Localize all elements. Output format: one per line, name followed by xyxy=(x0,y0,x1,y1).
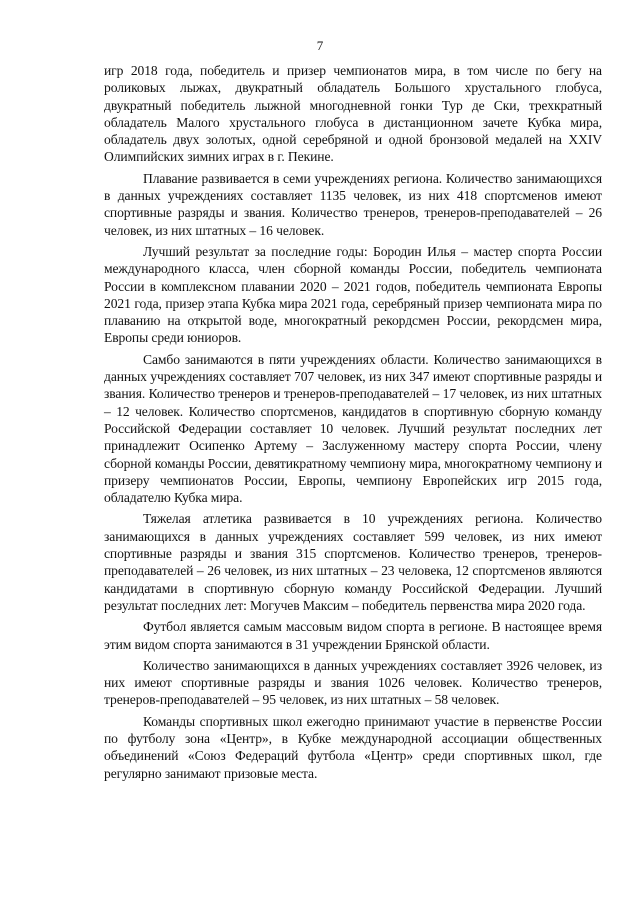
page-number: 7 xyxy=(316,38,324,53)
paragraph-sambo: Самбо занимаются в пяти учреждениях области. Количество занимающихся в данных учреждениях составляет 707 человек, из них 347 имеют спортивные разряды и звания. Количество тренеров и тренеров-преподавателей – 17 человек, из них штатных – 12 человек. Количество спортсменов, кандидатов в спортивную сборную команду Российской Федерации составляет 10 человек. Лучший результат последних лет принадлежит Осипенко Артему – Заслуженному мастеру спорта России, члену сборной команды России, девятикратному чемпиону мира, многократному чемпиону и призеру чемпионатов России, Европы, чемпиону Европейских игр 2015 года, обладателю Кубка мира. xyxy=(104,351,602,506)
paragraph-weightlifting: Тяжелая атлетика развивается в 10 учреждениях региона. Количество занимающихся в данных учреждениях составляет 599 человек, из них имеют спортивные разряды и звания 315 спортсменов. Количество тренеров, тренеров-преподавателей – 26 человек, из них штатных – 23 человека, 12 спортсменов являются кандидатами в спортивную сборную команду Российской Федерации. Лучший результат последних лет: Могучев Максим – победитель первенства мира 2020 года. xyxy=(104,511,602,613)
paragraph-football-stats: Количество занимающихся в данных учреждениях составляет 3926 человек, из них имеют спортивные разряды и звания 1026 человек. Количество тренеров, тренеров-преподавателей – 95 человек, из них штатных – 58 человек. xyxy=(104,657,602,708)
paragraph-swimming: Плавание развивается в семи учреждениях региона. Количество занимающихся в данных учреждениях составляет 1135 человек, из них 418 спортсменов имеют спортивные разряды и звания. Количество тренеров, тренеров-преподавателей – 26 человек, из них штатных – 16 человек. xyxy=(104,170,602,238)
paragraph-football-teams: Команды спортивных школ ежегодно принимают участие в первенстве России по футболу зона «Центр», в Кубке международной ассоциации общественных объединений «Союз Федераций футбола «Центр» среди спортивных школ, где регулярно занимают призовые места. xyxy=(104,713,602,781)
document-body xyxy=(104,62,602,786)
paragraph-skiing-continued: игр 2018 года, победитель и призер чемпионатов мира, в том числе по бегу на роликовых лыжах, двукратный обладатель Большого хрустального глобуса, двукратный победитель лыжной многодневной гонки Тур де Ски, трехкратный обладатель Малого хрустального глобуса в дистанционном зачете Кубка мира, обладатель двух золотых, одной серебряной и одной бронзовой медалей на XXIV Олимпийских зимних играх в г. Пекине. xyxy=(104,63,602,165)
paragraph-football: Футбол является самым массовым видом спорта в регионе. В настоящее время этим видом спорта занимаются в 31 учреждении Брянской области. xyxy=(104,619,602,652)
paragraph-swimming-best-result: Лучший результат за последние годы: Бородин Илья – мастер спорта России международного класса, член сборной команды России, победитель чемпионата России в комплексном плавании 2020 – 2021 годов, победитель чемпионата Европы 2021 года, призер этапа Кубка мира 2021 года, серебряный призер чемпионата мира по плаванию на открытой воде, многократный рекордсмен России, рекордсмен мира, Европы среди юниоров. xyxy=(104,243,602,346)
